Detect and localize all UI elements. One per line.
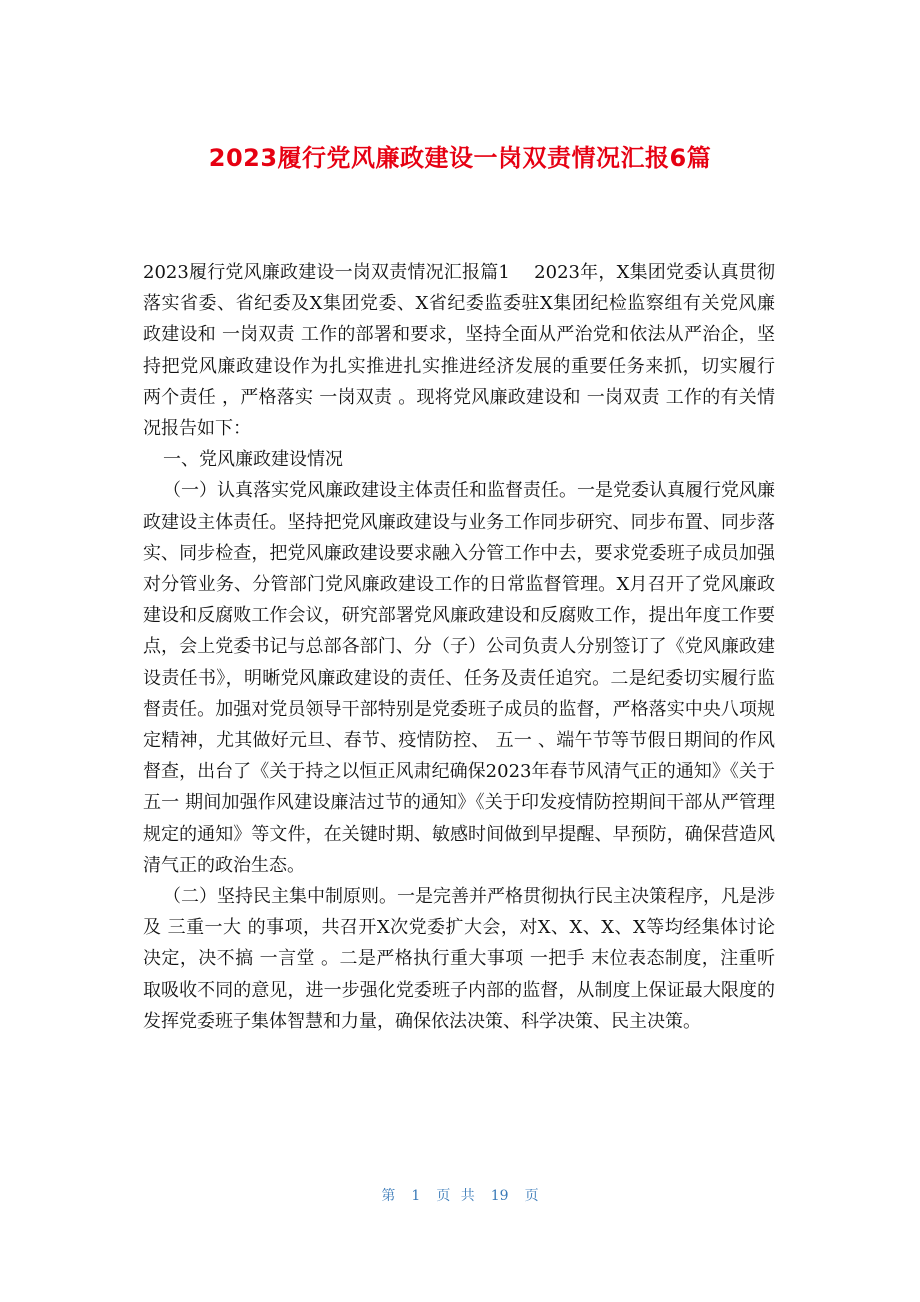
paragraph-item-1: （一）认真落实党风廉政建设主体责任和监督责任。一是党委认真履行党风廉政建设主体责任。坚持把党风廉政建设与业务工作同步研究、同步布置、同步落实、同步检查，把党风廉政建设要求融入分管工作中去，要求党委班子成员加强对分管业务、分管部门党风廉政建设工作的日常监督管理。X月召开了党风廉政建设和反腐败工作会议，研究部署党风廉政建设和反腐败工作，提出年度工作要点，会上党委书记与总部各部门、分（子）公司负责人分别签订了《党风廉政建设责任书》，明晰党风廉政建设的责任、任务及责任追究。二是纪委切实履行监督责任。加强对党员领导干部特别是党委班子成员的监督，严格落实中央八项规定精神，尤其做好元旦、春节、疫情防控、 五一 、端午节等节假日期间的作风督查，出台了《关于持之以恒正风肃纪确保2023年春节风清气正的通知》《关于 五一 期间加强作风建设廉洁过节的通知》《关于印发疫情防控期间干部从严管理规定的通知》等文件，在关键时期、敏感时间做到早提醒、早预防，确保营造风清气正的政治生态。	[143, 480, 775, 876]
footer-page-number: 1	[411, 1188, 421, 1204]
document-body	[143, 257, 775, 1037]
page-footer	[0, 1186, 920, 1206]
section-heading: 一、党风廉政建设情况	[163, 449, 343, 471]
paragraph-intro: 2023履行党风廉政建设一岗双责情况汇报篇1 2023年，X集团党委认真贯彻落实省委、省纪委及X集团党委、X省纪委监委驻X集团纪检监察组有关党风廉政建设和 一岗双责 工作的部署和要求，坚持全面从严治党和依法从严治企，坚持把党风廉政建设作为扎实推进扎实推进经济发展的重要任务来抓，切实履行 两个责任 ，严格落实 一岗双责 。现将党风廉政建设和 一岗双责 工作的有关情况报告如下：	[143, 262, 775, 440]
footer-prefix: 第	[381, 1188, 396, 1204]
paragraph-item-2: （二）坚持民主集中制原则。一是完善并严格贯彻执行民主决策程序，凡是涉及 三重一大 的事项，共召开X次党委扩大会，对X、X、X、X等均经集体讨论决定，决不搞 一言堂 。二是严格执行重大事项 一把手 末位表态制度，注重听取吸收不同的意见，进一步强化党委班子内部的监督，从制度上保证最大限度的发挥党委班子集体智慧和力量，确保依法决策、科学决策、民主决策。	[143, 886, 775, 1032]
document-title: 2023履行党风廉政建设一岗双责情况汇报6篇	[208, 144, 712, 172]
footer-suffix: 页	[524, 1188, 539, 1204]
footer-mid: 页 共	[436, 1188, 475, 1204]
footer-total-pages: 19	[490, 1188, 509, 1204]
